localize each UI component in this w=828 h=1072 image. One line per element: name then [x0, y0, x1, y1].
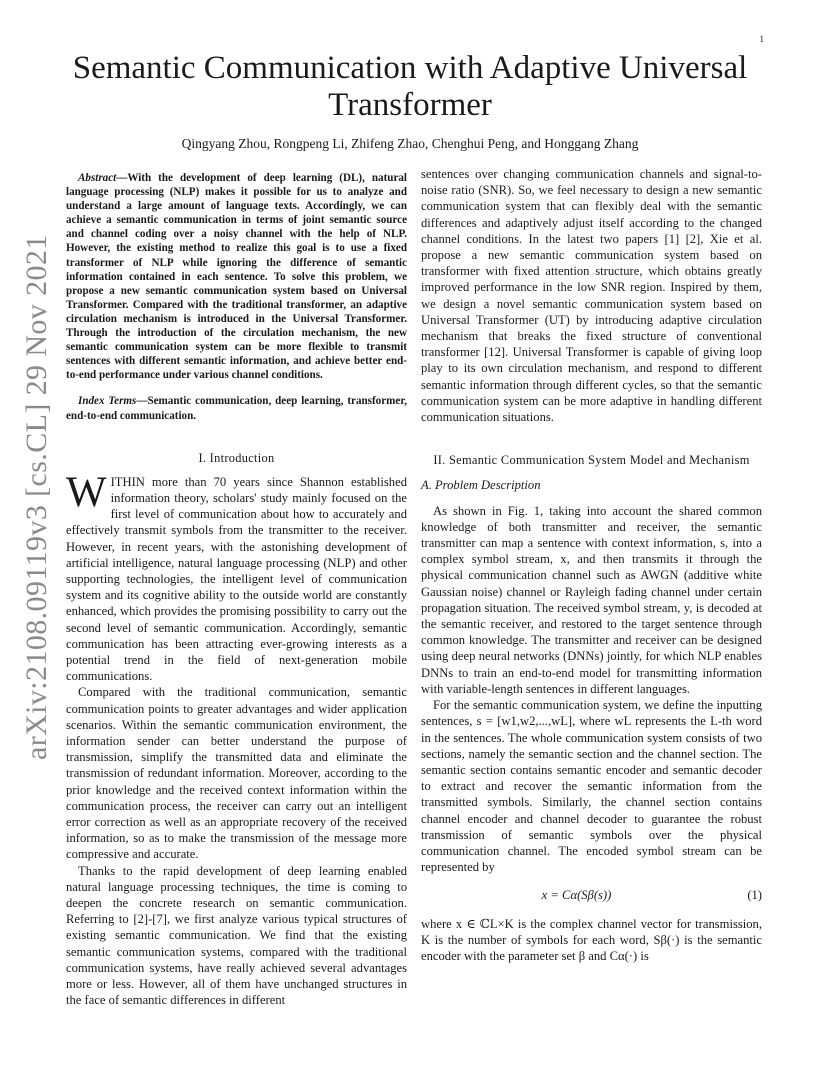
system-paragraph-3: where x ∈ ℂL×K is the complex channel vector for transmission, K is the number of symbols for each word, Sβ(·) is the semantic encoder with the parameter set β and Cα(·) is — [421, 916, 762, 963]
index-terms-text: —Semantic communication, deep learning, transformer, end-to-end communication. — [66, 395, 407, 422]
section-heading-system-model: II. Semantic Communication System Model and Mechanism — [433, 453, 750, 468]
equation-1 — [421, 887, 762, 903]
intro-continuation: sentences over changing communication channels and signal-to-noise ratio (SNR). So, we feel necessary to design a new semantic communication system that can flexibly deal with the semantic differences and adaptively adjust itself according to the changed channel conditions. In the latest two papers [1] [2], Xie et al. propose a new semantic communication system based on transformer with fixed attention structure, which obtains greatly improved performance in the low SNR region. Inspired by them, we design a novel semantic communication system based on Universal Transformer (UT) by introducing adaptive circulation mechanism that breaks the fixed structure of conventional transformer [12]. Universal Transformer is capable of giving loop play to its own circulation mechanism, and respond to different semantic information through different cycles, so that the semantic communication system can be more adaptive in handling different communication situations. — [421, 167, 762, 425]
section-heading-introduction: I. Introduction — [198, 450, 275, 465]
index-terms — [66, 394, 407, 422]
drop-cap: W — [66, 468, 107, 516]
arxiv-stamp: arXiv:2108.09119v3 [cs.CL] 29 Nov 2021 — [20, 234, 53, 760]
left-column — [66, 166, 407, 1009]
equation-number: (1) — [747, 888, 762, 903]
abstract — [66, 171, 407, 382]
abstract-text: —With the development of deep learning (DL), natural language processing (NLP) makes it possible for us to analyze and understand a large amount of language texts. Accordingly, we can achieve a semantic communication in terms of joint semantic source and channel coding over a noisy channel with the help of NLP. However, the existing method to realize this goal is to use a fixed transformer of NLP while ignoring the difference of semantic information contained in each sentence. To solve this problem, we propose a new semantic communication system based on Universal Transformer. Compared with the traditional transformer, an adaptive circulation mechanism is introduced in the Universal Transformer. Through the introduction of the circulation mechanism, the new semantic communication system can be more flexible to transmit sentences with different semantic information, and achieve better end-to-end performance under various channel conditions. — [66, 172, 407, 382]
abstract-label: Abstract — [78, 172, 117, 184]
equation-body: x = Cα(Sβ(s)) — [541, 888, 612, 903]
index-terms-label: Index Terms — [78, 395, 137, 408]
page-number: 1 — [759, 34, 764, 44]
intro-paragraph-2: Compared with the traditional communication, semantic communication points to greater advantages and wider application scenarios. Within the semantic communication environment, the information sender can better understand the purpose of transmission, simplify the transmitted data and eliminate the transmission of redundant information. Moreover, according to the prior knowledge and the received context information within the communication process, the receiver can carry out an intelligent error correction as well as an appropriate recovery of the received information, so as to make the transmission of the message more compressive and accurate. — [66, 685, 407, 862]
intro-paragraph-1 — [66, 468, 407, 685]
right-column — [421, 166, 762, 964]
intro-paragraph-3: Thanks to the rapid development of deep learning enabled natural language processing techniques, the time is coming to deepen the concrete research on semantic communication. Referring to [2]-[7], we first analyze various typical structures of existing semantic communication. We find that the existing semantic communication systems, compared with the traditional communication systems, have really achieved several advantages more or less. However, all of them have unchanged structures in the face of semantic differences in different — [66, 863, 407, 1008]
subsection-heading-problem-description: A. Problem Description — [421, 478, 541, 493]
system-paragraph-2: For the semantic communication system, we define the inputting sentences, s = [w1,w2,...,wL], where wL represents the L-th word in the sentences. The whole communication system consists of two sections, namely the semantic section and the channel section. The semantic section contains semantic encoder and semantic decoder to extract and recover the semantic information from the transmitted symbols. Similarly, the channel section contains channel encoder and channel decoder to guarantee the robust transmission of semantic symbols over the physical communication channel. The encoded symbol stream can be represented by — [421, 698, 762, 875]
paper-title: Semantic Communication with Adaptive Universal Transformer — [72, 50, 748, 123]
author-list: Qingyang Zhou, Rongpeng Li, Zhifeng Zhao, Chenghui Peng, and Honggang Zhang — [181, 136, 639, 151]
intro-paragraph-1-text: ITHIN more than 70 years since Shannon established information theory, scholars' study mainly focused on the first level of communication about how to accurately and effectively transmit symbols from the transmitter to the receiver. However, in recent years, with the astonishing development of artificial intelligence, natural language processing (NLP) and other supporting technologies, the intelligent level of communication system and its cognitive ability to the outside world are constantly enhanced, which provides the promising possibility to carry out the second level of semantic communication. Accordingly, semantic communication has been attracting ever-growing interests as a potential trend in the field of next-generation mobile communications. — [66, 474, 407, 684]
system-paragraph-1: As shown in Fig. 1, taking into account the shared common knowledge of both transmitter and receiver, the semantic transmitter can map a sentence with context information, s, into a complex symbol stream, x, and then transmits it through the physical communication channel such as AWGN (additive white Gaussian noise) channel or Rayleigh fading channel under certain propagation situation. The received symbol stream, y, is decoded at the semantic receiver, and restored to the target sentence through common knowledge. The transmitter and receiver can be designed using deep neural networks (DNNs) jointly, for which NLP enables DNNs to train an end-to-end model for transmitting information with variable-length sentences in different languages. — [421, 503, 762, 696]
